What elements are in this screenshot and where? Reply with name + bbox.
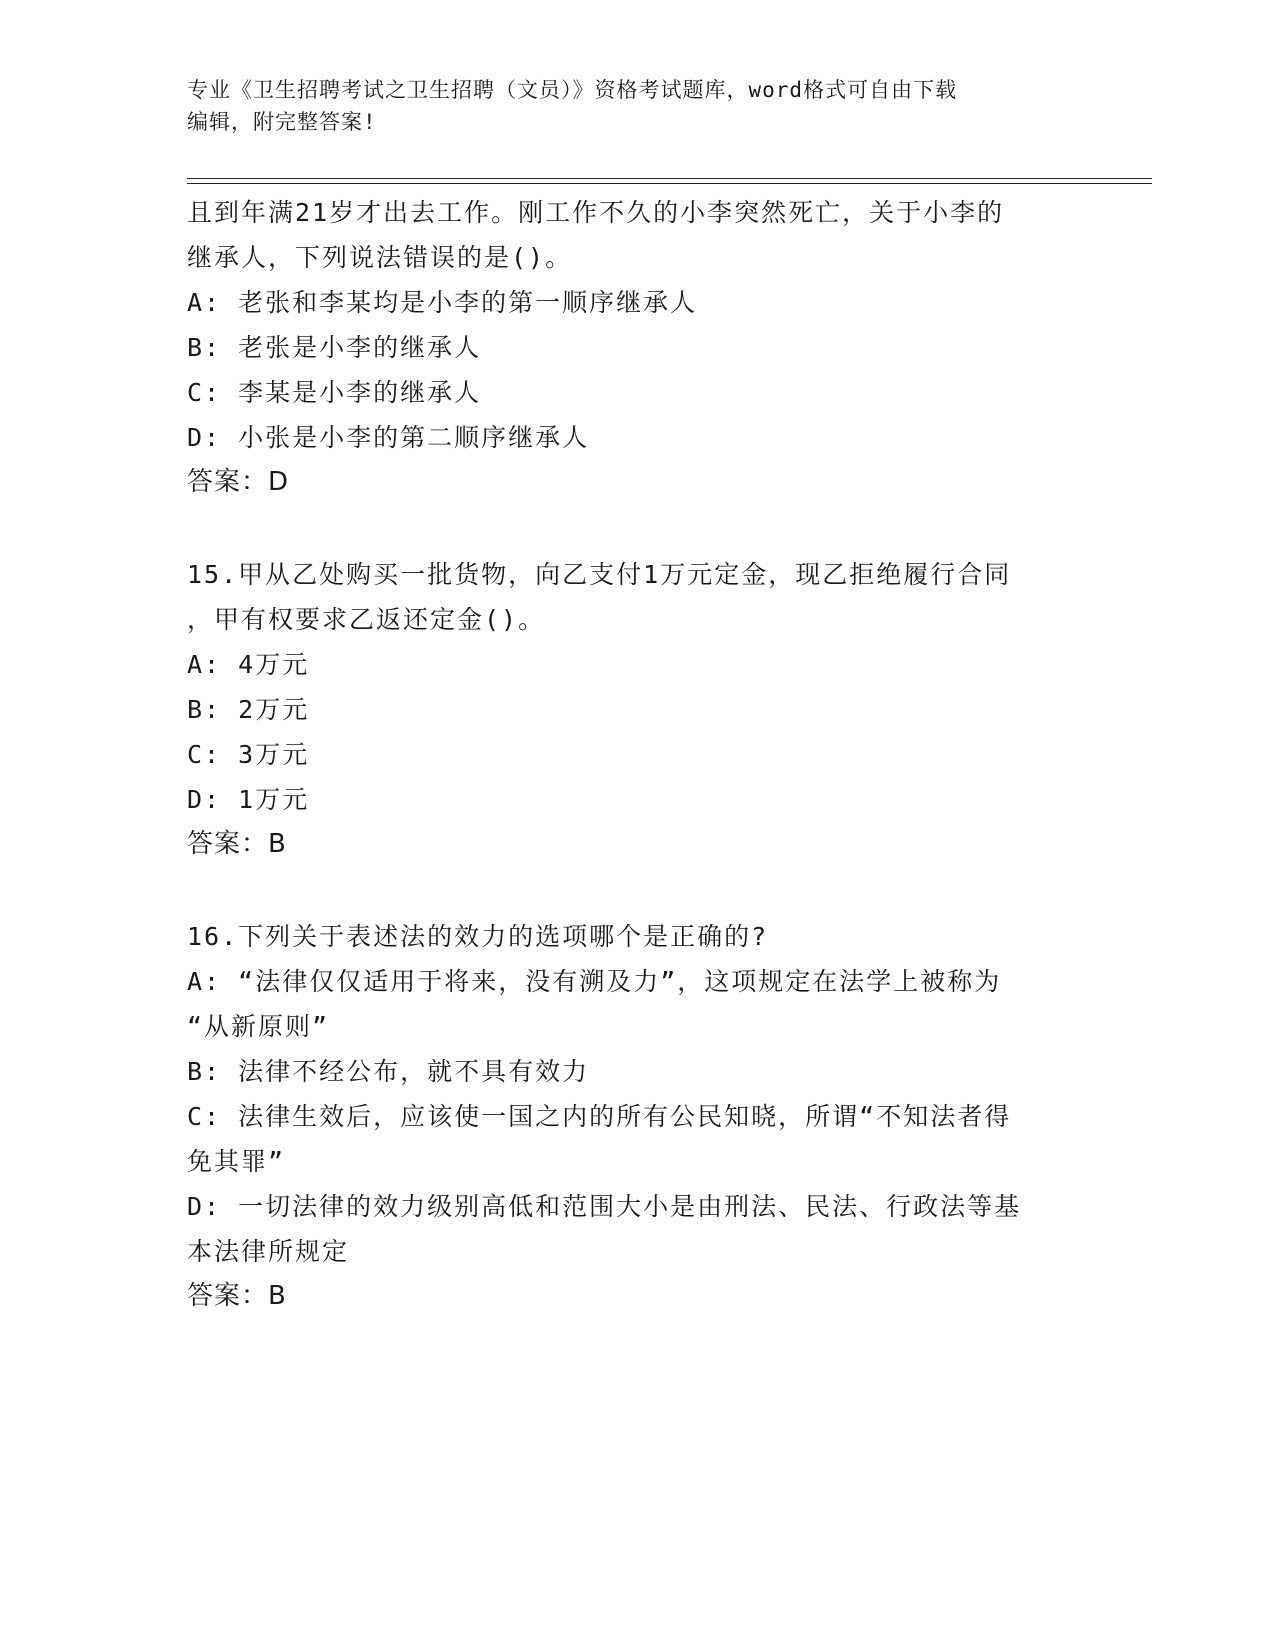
question-spacer <box>187 505 1087 552</box>
option-c: C: 李某是小李的继承人 <box>187 378 482 407</box>
question-text-line: 16.下列关于表述法的效力的选项哪个是正确的? <box>187 922 769 951</box>
option-d: D: 一切法律的效力级别高低和范围大小是由刑法、民法、行政法等基 <box>187 1192 1022 1221</box>
question-text-line: ，甲有权要求乙返还定金()。 <box>187 605 546 634</box>
question-14 <box>187 190 1087 505</box>
option-b: B: 2万元 <box>187 695 310 724</box>
document-header <box>187 74 1087 138</box>
option-a-continued: “从新原则” <box>187 1012 330 1041</box>
question-text-line: 15.甲从乙处购买一批货物，向乙支付1万元定金，现乙拒绝履行合同 <box>187 560 1012 589</box>
option-a: A: “法律仅仅适用于将来，没有溯及力”，这项规定在法学上被称为 <box>187 967 1002 996</box>
question-spacer <box>187 867 1087 914</box>
answer-line: 答案：B <box>187 1281 287 1311</box>
answer-line: 答案：B <box>187 829 287 859</box>
header-divider-bottom <box>187 183 1152 184</box>
header-line-2: 编辑，附完整答案! <box>187 110 377 134</box>
question-15 <box>187 552 1087 867</box>
question-text-line: 且到年满21岁才出去工作。刚工作不久的小李突然死亡，关于小李的 <box>187 198 1005 227</box>
option-c: C: 法律生效后，应该使一国之内的所有公民知晓，所谓“不知法者得 <box>187 1102 1012 1131</box>
question-16 <box>187 914 1087 1319</box>
option-b: B: 老张是小李的继承人 <box>187 333 482 362</box>
header-divider-top <box>187 178 1152 179</box>
option-d: D: 1万元 <box>187 785 310 814</box>
answer-line: 答案：D <box>187 467 290 497</box>
option-c: C: 3万元 <box>187 740 310 769</box>
question-content <box>187 190 1087 1319</box>
option-a: A: 老张和李某均是小李的第一顺序继承人 <box>187 288 698 317</box>
option-d-continued: 本法律所规定 <box>187 1237 350 1266</box>
header-line-1: 专业《卫生招聘考试之卫生招聘（文员）》资格考试题库，word格式可自由下载 <box>187 78 958 102</box>
option-d: D: 小张是小李的第二顺序继承人 <box>187 423 590 452</box>
option-b: B: 法律不经公布，就不具有效力 <box>187 1057 590 1086</box>
option-c-continued: 免其罪” <box>187 1147 286 1176</box>
question-text-line: 继承人，下列说法错误的是()。 <box>187 243 573 272</box>
option-a: A: 4万元 <box>187 650 310 679</box>
